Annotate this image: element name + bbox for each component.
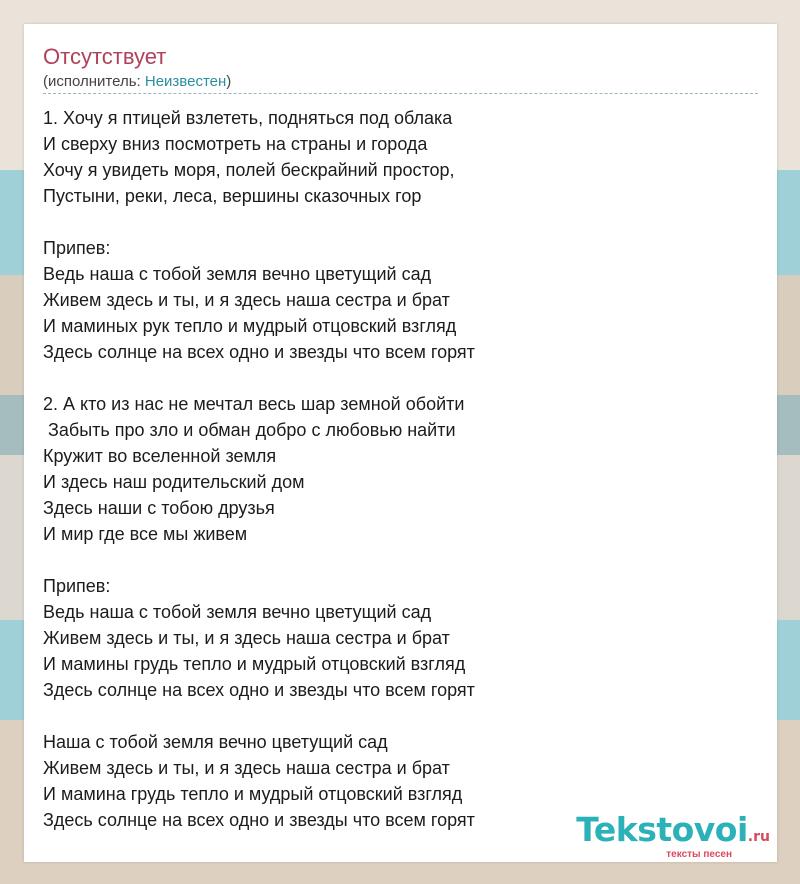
title-divider [43,93,758,94]
lyric-line [43,365,758,391]
lyric-line: Здесь солнце на всех одно и звезды что всем горят [43,810,475,830]
lyric-line: Живем здесь и ты, и я здесь наша сестра и брат [43,758,450,778]
lyric-line: Ведь наша с тобой земля вечно цветущий сад [43,264,432,284]
artist-prefix: (исполнитель: [43,73,145,90]
lyric-line [43,703,758,729]
lyric-line: 1. Хочу я птицей взлететь, подняться под облака [43,108,453,128]
lyric-line: И маминых рук тепло и мудрый отцовский взгляд [43,316,457,336]
lyric-line: Здесь солнце на всех одно и звезды что всем горят [43,680,475,700]
lyric-line: Наша с тобой земля вечно цветущий сад [43,732,388,752]
lyric-line: Живем здесь и ты, и я здесь наша сестра и брат [43,290,450,310]
logo-domain: .ru [747,829,770,845]
lyric-line: Припев: [43,238,111,258]
lyrics-card [24,24,777,862]
lyrics-body [43,105,758,833]
lyric-line: И сверху вниз посмотреть на страны и города [43,134,428,154]
lyric-line: И мир где все мы живем [43,524,248,544]
lyric-line: 2. А кто из нас не мечтал весь шар земной обойти [43,394,465,414]
lyric-line: Хочу я увидеть моря, полей бескрайний простор, [43,160,455,180]
lyric-line: И здесь наш родительский дом [43,472,305,492]
lyric-line: Ведь наша с тобой земля вечно цветущий сад [43,602,432,622]
artist-line [43,73,231,90]
lyric-line: Припев: [43,576,111,596]
artist-link[interactable]: Неизвестен [144,73,227,90]
lyric-line: Живем здесь и ты, и я здесь наша сестра и брат [43,628,450,648]
lyric-line [43,209,758,235]
logo-tagline: тексты песен [666,849,732,860]
song-title: Отсутствует [43,44,167,69]
lyric-line: Здесь наши с тобою друзья [43,498,275,518]
lyric-line: Пустыни, реки, леса, вершины сказочных гор [43,186,422,206]
artist-suffix: ) [226,73,232,90]
lyric-line: Здесь солнце на всех одно и звезды что всем горят [43,342,475,362]
lyric-line: И мамина грудь тепло и мудрый отцовский взгляд [43,784,463,804]
logo-wordmark [576,810,770,849]
lyric-line: Забыть про зло и обман добро с любовью найти [43,420,456,440]
lyric-line: И мамины грудь тепло и мудрый отцовский взгляд [43,654,466,674]
logo-name: Tekstovoi [576,810,748,849]
site-logo[interactable] [560,810,770,860]
lyric-line [43,547,758,573]
lyric-line: Кружит во вселенной земля [43,446,277,466]
